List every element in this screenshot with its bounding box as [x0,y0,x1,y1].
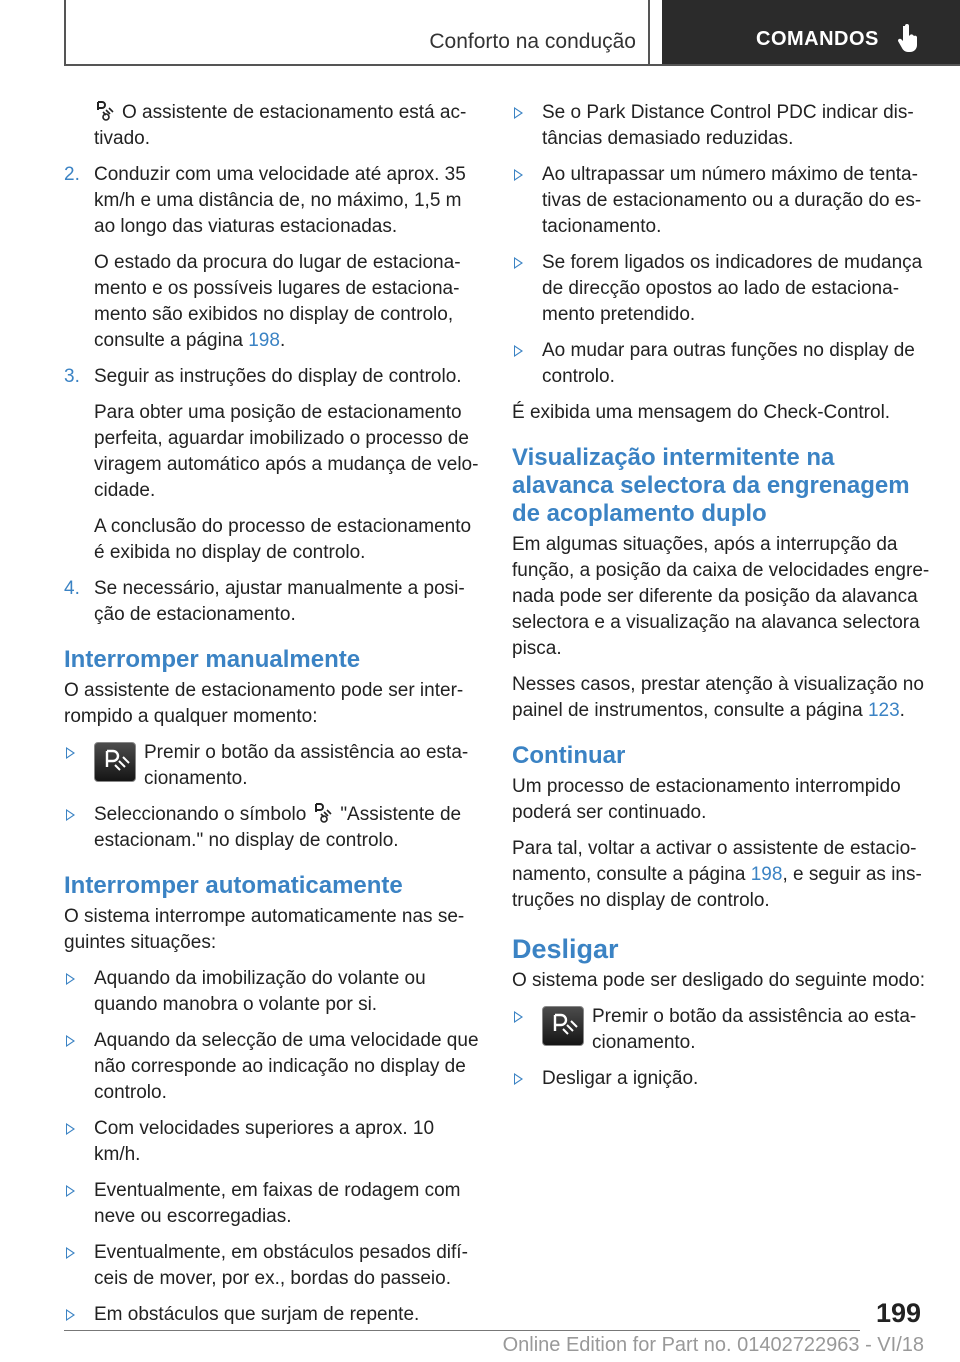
list-item [64,1116,480,1168]
page-link-198[interactable]: 198 [750,864,783,885]
heading-continue: Continuar [512,742,626,769]
step-2 [64,162,480,354]
page-number: 199 [876,1298,922,1328]
step-text: Seguir as instruções do display de controlo. [94,366,462,387]
step-number: 2. [64,164,80,185]
step-subtext: A conclusão do processo de estacionamento é exibida no display de controlo. [94,516,472,563]
list-item [64,966,480,1018]
step-number: 4. [64,578,80,599]
footer-edition: Online Edition for Part no. 01402722963 - VI/18 [502,1334,924,1356]
step-subtext [94,250,480,354]
bullet-triangle-icon [66,747,75,759]
list-item [512,250,932,328]
list-item [64,1028,480,1106]
bullet-triangle-icon [66,1309,75,1321]
auto-interrupt-text: O sistema interrompe automaticamente nas seguintes situações: [64,906,465,953]
footer-rule [64,1330,860,1331]
bullet-triangle-icon [514,1011,523,1023]
paragraph-end: . [899,700,905,721]
right-column [512,100,932,1102]
paragraph-body: Nesses casos, prestar atenção à visualização no painel de instrumentos, consulte a página [512,674,924,721]
list-item [64,802,480,854]
list-item [512,162,932,240]
manual-interrupt-text: O assistente de estacionamento pode ser interrompido a qualquer momento: [64,680,464,727]
bullet-triangle-icon [66,809,75,821]
intro-text: O assistente de estacionamento está activado. [94,102,467,149]
bullet-triangle-icon [66,1185,75,1197]
left-column [64,100,480,1338]
intro-paragraph [64,100,480,152]
paragraph-end: , e seguir as instruções no display de controlo. [512,864,922,911]
step-text: Se necessário, ajustar manualmente a posição de estacionamento. [94,578,465,625]
switch-off-text: O sistema pode ser desligado do seguinte modo: [512,970,925,991]
parking-assistant-icon [312,802,334,824]
step-4 [64,576,480,628]
list-item-text: Se o Park Distance Control PDC indicar distâncias demasiado reduzidas. [542,102,914,149]
bullet-triangle-icon [66,1247,75,1259]
bullet-triangle-icon [66,973,75,985]
header-section-title: Conforto na condução [429,30,636,53]
list-item-text: Desligar a ignição. [542,1068,699,1089]
list-item-text: Premir o botão da assistência ao estacionamento. [144,742,469,789]
heading-manual-interrupt: Interromper manualmente [64,646,361,673]
step-text: Conduzir com uma velocidade até aprox. 35 km/h e uma distância de, no máximo, 1,5 m ao longo das viaturas estacionadas. [94,164,466,237]
step-3 [64,364,480,566]
parking-assistant-icon [94,100,116,122]
bullet-triangle-icon [514,169,523,181]
list-item-text: Se forem ligados os indicadores de mudança de direcção opostos ao lado de estacionamento pretendido. [542,252,923,325]
list-item-text: Seleccionando o símbolo [94,804,307,825]
heading-auto-interrupt: Interromper automaticamente [64,872,403,899]
bullet-triangle-icon [66,1035,75,1047]
list-item-text: Em obstáculos que surjam de repente. [94,1304,420,1325]
list-item-text: Eventualmente, em faixas de rodagem com neve ou escorregadias. [94,1180,461,1227]
list-item [512,338,932,390]
parking-assistant-button-icon [542,1006,584,1046]
blinking-paragraph-2 [512,672,932,724]
continue-paragraph: Um processo de estacionamento interrompido poderá ser continuado. [512,776,901,823]
step-subtext: Para obter uma posição de estacionamento perfeita, aguardar imobilizado o processo de viragem automático após a mudança de velocidade. [94,402,479,501]
header-chapter-box [662,0,960,64]
list-item-text: Aquando da selecção de uma velocidade que não corresponde ao indicação no display de controlo. [94,1030,479,1103]
page-link-123[interactable]: 123 [867,700,900,721]
step-subtext-end: . [279,330,286,351]
list-item-text: Ao mudar para outras funções no display de controlo. [542,340,915,387]
list-item-text: Ao ultrapassar um número máximo de tentativas de estacionamento ou a duração do estacionamento. [542,164,922,237]
list-item-text: Aquando da imobilização do volante ou quando manobra o volante por si. [94,968,426,1015]
check-control-message: É exibida uma mensagem do Check-Control. [512,402,891,423]
heading-blinking-display: Visualização intermitente na alavanca selectora da engrenagem de acoplamento duplo [512,444,910,527]
list-item [64,1240,480,1292]
bullet-triangle-icon [514,257,523,269]
list-item-text: "Assistente de estacionam." no display de controlo. [94,804,462,851]
list-item [512,100,932,152]
list-item-text: Com velocidades superiores a aprox. 10 km/h. [94,1118,435,1165]
list-item [64,1302,480,1328]
header-chapter-label: COMANDOS [756,28,879,50]
list-item-text: Eventualmente, em obstáculos pesados difíceis de mover, por ex., bordas do passeio. [94,1242,468,1289]
paragraph-body: Para tal, voltar a activar o assistente de estacionamento, consulte a página [512,838,917,885]
header-mid-rule [648,0,650,66]
heading-switch-off: Desligar [512,934,619,964]
pointing-hand-icon [896,24,920,54]
page-link-198[interactable]: 198 [248,330,280,351]
step-number: 3. [64,366,80,387]
bullet-triangle-icon [66,1123,75,1135]
bullet-triangle-icon [514,345,523,357]
header-rule [64,64,960,66]
step-subtext-body: O estado da procura do lugar de estacionamento e os possíveis lugares de estacionamento são exibidos no display de controlo, consulte a página [94,252,461,351]
list-item [64,740,480,792]
blinking-paragraph: Em algumas situações, após a interrupção da função, a posição da caixa de velocidades engrenada pode ser diferente da posição da alavanca selectora e a visualização na alavanca selectora pisca. [512,534,930,659]
list-item-text: Premir o botão da assistência ao estacionamento. [592,1006,917,1053]
list-item [512,1004,932,1056]
parking-assistant-button-icon [94,742,136,782]
list-item [64,1178,480,1230]
bullet-triangle-icon [514,107,523,119]
bullet-triangle-icon [514,1073,523,1085]
list-item [512,1066,932,1092]
continue-paragraph-2 [512,836,932,914]
